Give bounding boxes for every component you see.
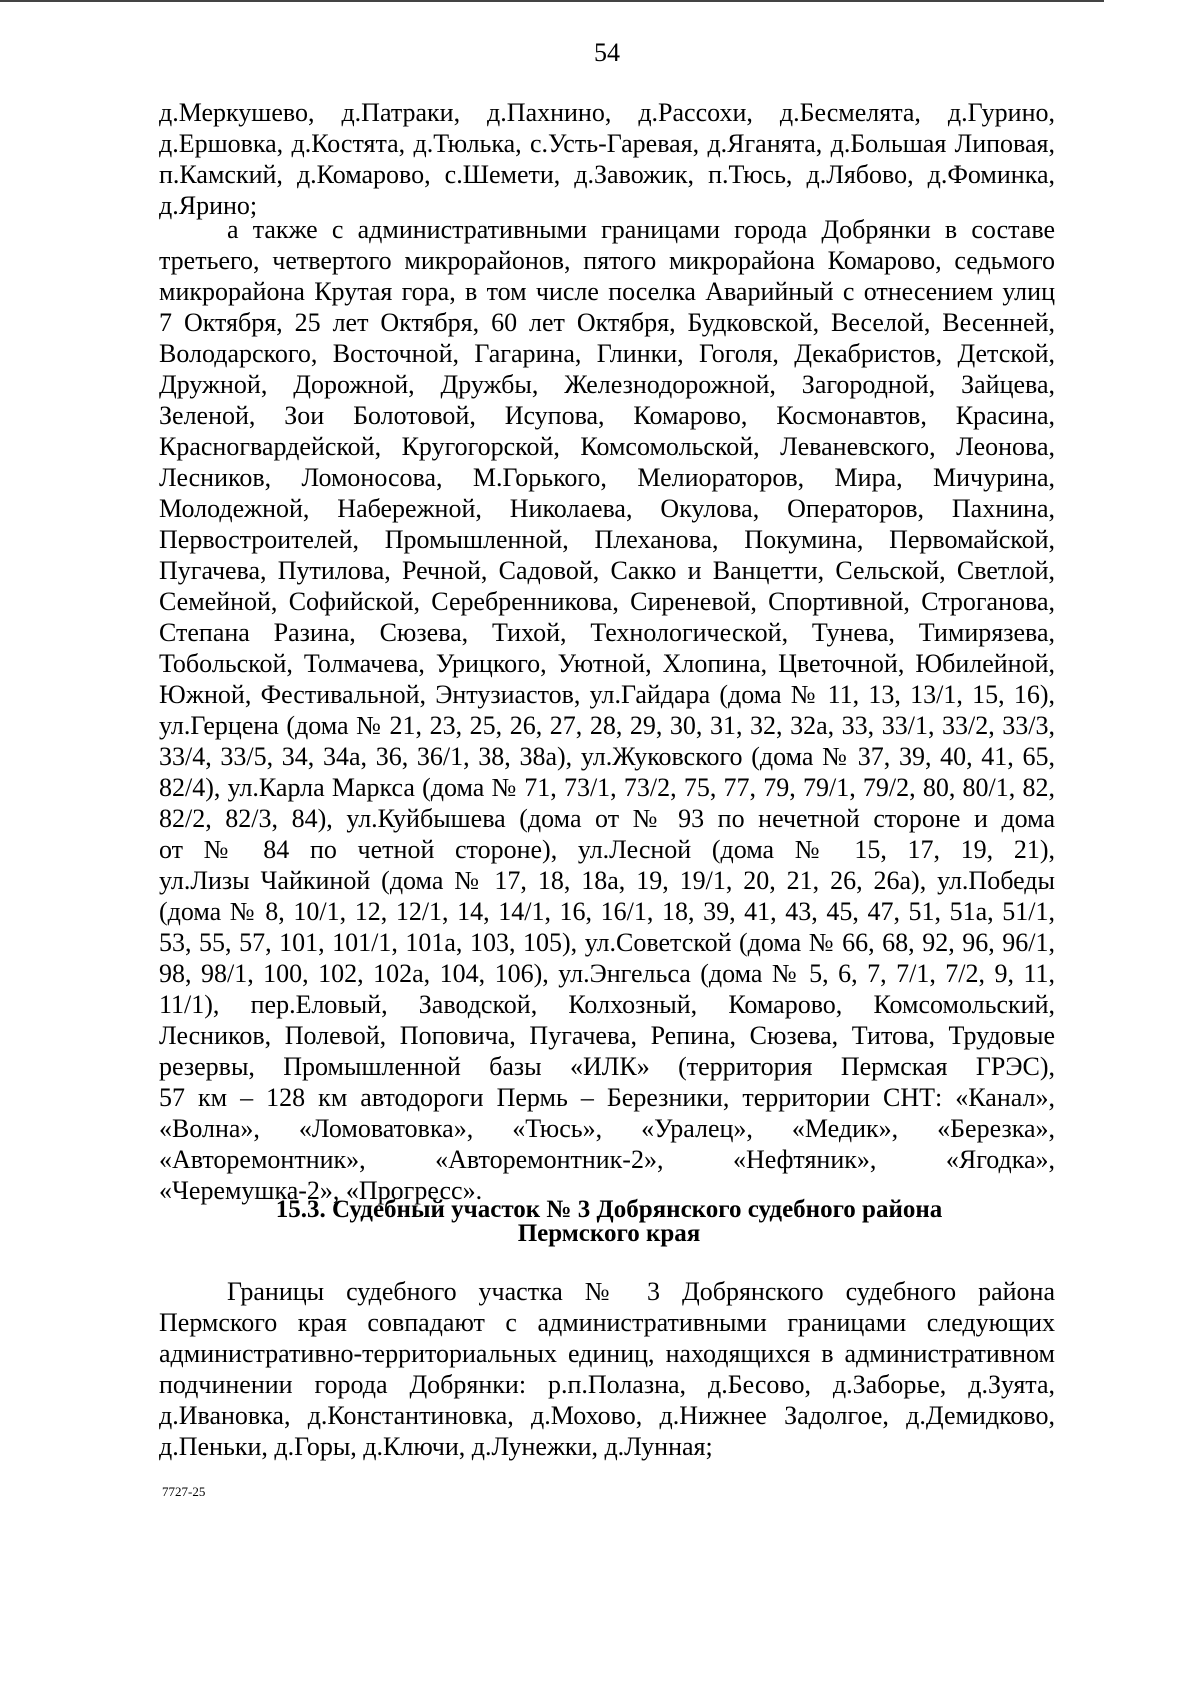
text-line: Семейной, Софийской, Серебренникова, Сиреневой, Спортивной, Строганова, bbox=[159, 587, 1055, 616]
text-line: (дома № 8, 10/1, 12, 12/1, 14, 14/1, 16, 16/1, 18, 39, 41, 43, 45, 47, 51, 51а, 51/1, bbox=[159, 897, 1055, 926]
text-line: Степана Разина, Сюзева, Тихой, Технологической, Тунева, Тимирязева, bbox=[159, 618, 1055, 647]
text-line: Зеленой, Зои Болотовой, Исупова, Комарово, Космонавтов, Красина, bbox=[159, 401, 1055, 430]
text-line: 53, 55, 57, 101, 101/1, 101а, 103, 105), ул.Советской (дома № 66, 68, 92, 96, 96/1, bbox=[159, 928, 1055, 957]
text-line: ул.Герцена (дома № 21, 23, 25, 26, 27, 28, 29, 30, 31, 32, 32а, 33, 33/1, 33/2, 33/3, bbox=[159, 711, 1055, 740]
text-line: Красногвардейской, Кругогорской, Комсомольской, Леваневского, Леонова, bbox=[159, 432, 1055, 461]
text-line: ул.Лизы Чайкиной (дома № 17, 18, 18а, 19, 19/1, 20, 21, 26, 26а), ул.Победы bbox=[159, 866, 1055, 895]
text-line: д.Ярино; bbox=[159, 191, 258, 220]
section-heading bbox=[160, 1198, 1058, 1246]
text-line: Дружной, Дорожной, Дружбы, Железнодорожной, Загородной, Зайцева, bbox=[159, 370, 1055, 399]
text-line: «Черемушка-2», «Прогресс». bbox=[159, 1176, 483, 1205]
page-number: 54 bbox=[594, 38, 620, 67]
text-line: Тобольской, Толмачева, Урицкого, Уютной, Хлопина, Цветочной, Юбилейной, bbox=[159, 649, 1055, 678]
text-line: д.Меркушево, д.Патраки, д.Пахнино, д.Рассохи, д.Бесмелята, д.Гурино, bbox=[159, 98, 1055, 127]
text-line: микрорайона Крутая гора, в том числе поселка Аварийный с отнесением улиц bbox=[159, 277, 1055, 306]
text-line: д.Пеньки, д.Горы, д.Ключи, д.Лунежки, д.Лунная; bbox=[159, 1432, 713, 1461]
text-line: Границы судебного участка № 3 Добрянского судебного района bbox=[227, 1277, 1055, 1306]
text-line: подчинении города Добрянки: р.п.Полазна, д.Бесово, д.Заборье, д.Зуята, bbox=[159, 1370, 1055, 1399]
text-line: третьего, четвертого микрорайонов, пятого микрорайона Комарово, седьмого bbox=[159, 246, 1055, 275]
text-line: «Авторемонтник», «Авторемонтник-2», «Нефтяник», «Ягодка», bbox=[159, 1145, 1055, 1174]
paragraph-villages-end bbox=[159, 97, 1055, 221]
page-top-edge bbox=[0, 0, 1104, 2]
paragraph-city-boundaries bbox=[159, 214, 1055, 1206]
text-line: Пугачева, Путилова, Речной, Садовой, Сакко и Ванцетти, Сельской, Светлой, bbox=[159, 556, 1055, 585]
text-line: 7 Октября, 25 лет Октября, 60 лет Октября, Будковской, Веселой, Весенней, bbox=[159, 308, 1055, 337]
text-line: Первостроителей, Промышленной, Плеханова, Покумина, Первомайской, bbox=[159, 525, 1055, 554]
section-heading-line-1: 15.3. Судебный участок № 3 Добрянского судебного района bbox=[275, 1196, 943, 1223]
document-code: 7727-25 bbox=[162, 1484, 206, 1499]
text-line: д.Ивановка, д.Константиновка, д.Мохово, д.Нижнее Задолгое, д.Демидково, bbox=[159, 1401, 1055, 1430]
text-line: п.Камский, д.Комарово, с.Шемети, д.Завожик, п.Тюсь, д.Лябово, д.Фоминка, bbox=[159, 160, 1055, 189]
text-line: от № 84 по четной стороне), ул.Лесной (дома № 15, 17, 19, 21), bbox=[159, 835, 1055, 864]
text-line: 33/4, 33/5, 34, 34а, 36, 36/1, 38, 38а), ул.Жуковского (дома № 37, 39, 40, 41, 65, bbox=[159, 742, 1055, 771]
text-line: а также с административными границами города Добрянки в составе bbox=[227, 215, 1055, 244]
text-line: административно-территориальных единиц, находящихся в административном bbox=[159, 1339, 1055, 1368]
text-line: Лесников, Полевой, Поповича, Пугачева, Репина, Сюзева, Титова, Трудовые bbox=[159, 1021, 1055, 1050]
text-line: Володарского, Восточной, Гагарина, Глинки, Гоголя, Декабристов, Детской, bbox=[159, 339, 1055, 368]
text-line: Молодежной, Набережной, Николаева, Окулова, Операторов, Пахнина, bbox=[159, 494, 1055, 523]
text-line: Лесников, Ломоносова, М.Горького, Мелиораторов, Мира, Мичурина, bbox=[159, 463, 1055, 492]
section-heading-line-2: Пермского края bbox=[517, 1220, 701, 1247]
text-line: 82/4), ул.Карла Маркса (дома № 71, 73/1, 73/2, 75, 77, 79, 79/1, 79/2, 80, 80/1, 82, bbox=[159, 773, 1055, 802]
text-line: 98, 98/1, 100, 102, 102а, 104, 106), ул.Энгельса (дома № 5, 6, 7, 7/1, 7/2, 9, 11, bbox=[159, 959, 1055, 988]
text-line: 11/1), пер.Еловый, Заводской, Колхозный, Комарово, Комсомольский, bbox=[159, 990, 1055, 1019]
text-line: «Волна», «Ломоватовка», «Тюсь», «Уралец», «Медик», «Березка», bbox=[159, 1114, 1055, 1143]
text-line: Южной, Фестивальной, Энтузиастов, ул.Гайдара (дома № 11, 13, 13/1, 15, 16), bbox=[159, 680, 1055, 709]
text-line: д.Ершовка, д.Костята, д.Тюлька, с.Усть-Гаревая, д.Яганята, д.Большая Липовая, bbox=[159, 129, 1055, 158]
text-line: 82/2, 82/3, 84), ул.Куйбышева (дома от № 93 по нечетной стороне и дома bbox=[159, 804, 1055, 833]
paragraph-section-boundaries bbox=[159, 1276, 1055, 1462]
text-line: 57 км – 128 км автодороги Пермь – Березники, территории СНТ: «Канал», bbox=[159, 1083, 1055, 1112]
text-line: резервы, Промышленной базы «ИЛК» (территория Пермская ГРЭС), bbox=[159, 1052, 1055, 1081]
text-line: Пермского края совпадают с административными границами следующих bbox=[159, 1308, 1055, 1337]
